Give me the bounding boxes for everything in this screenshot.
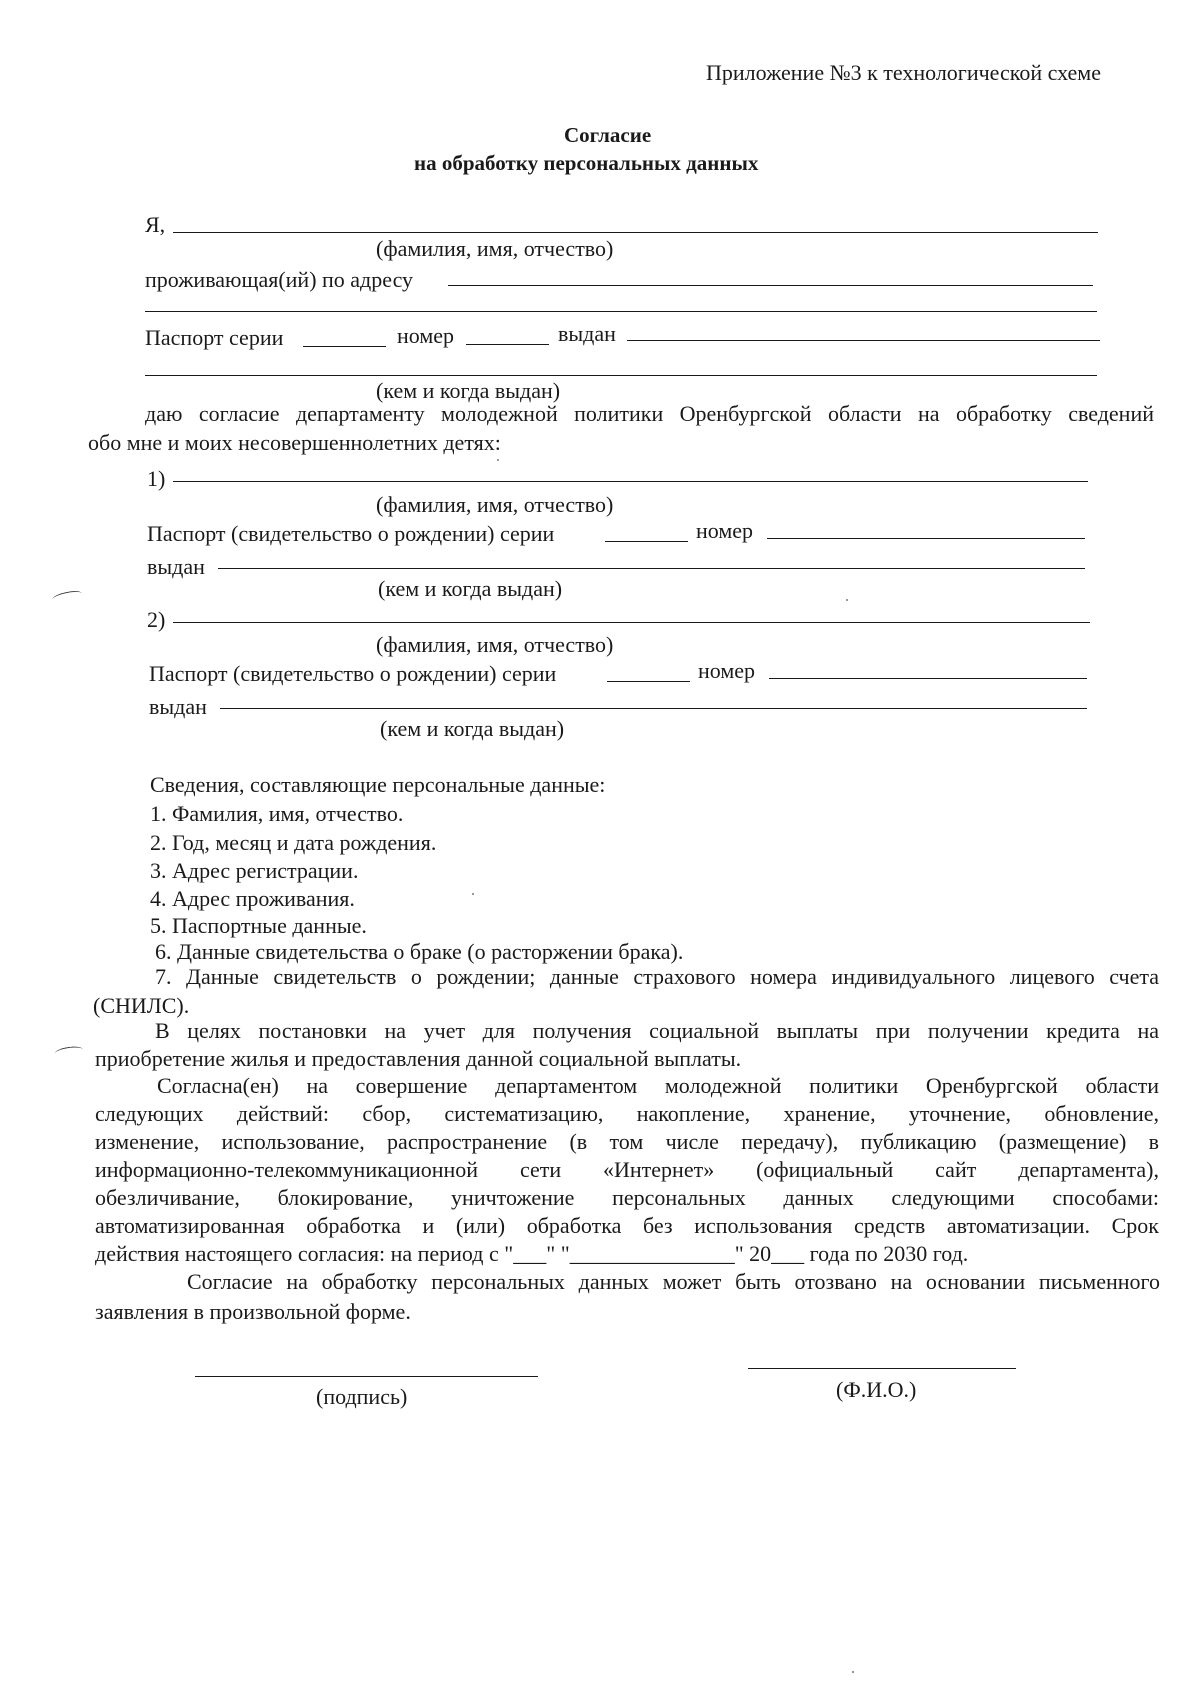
personal-data-item-1: 1. Фамилия, имя, отчество. <box>150 801 404 826</box>
personal-data-item-5: 5. Паспортные данные. <box>150 913 367 938</box>
scan-speck <box>846 599 848 601</box>
scan-speck <box>852 1671 854 1673</box>
scan-speck <box>472 893 474 895</box>
passport-issued-field-2[interactable] <box>145 375 1097 376</box>
child2-number-field[interactable] <box>769 678 1087 679</box>
agreement-line-2: следующих действий: сбор, систематизацию, накопление, хранение, уточнение, обновление, <box>95 1101 1159 1126</box>
appendix-note: Приложение №3 к технологической схеме <box>706 60 1101 85</box>
personal-data-item-3: 3. Адрес регистрации. <box>150 858 359 883</box>
fio-signature-line[interactable] <box>748 1368 1016 1369</box>
agreement-line-4: информационно-телекоммуникационной сети «Интернет» (официальный сайт департамента), <box>95 1157 1159 1182</box>
personal-data-item-2: 2. Год, месяц и дата рождения. <box>150 830 437 855</box>
personal-data-item-7: 7. Данные свидетельств о рождении; данные страхового номера индивидуального лицевого счета <box>155 964 1159 989</box>
signature-line[interactable] <box>195 1376 538 1377</box>
passport-issued-caption: (кем и когда выдан) <box>376 378 561 403</box>
personal-data-heading: Сведения, составляющие персональные данные: <box>150 772 606 797</box>
agreement-line-6: автоматизированная обработка и (или) обработка без использования средств автоматизации. Срок <box>95 1213 1159 1238</box>
agreement-line-3: изменение, использование, распространение (в том числе передачу), публикацию (размещение) в <box>95 1129 1159 1154</box>
personal-data-item-4: 4. Адрес проживания. <box>150 886 355 911</box>
child2-issued-caption: (кем и когда выдан) <box>380 716 565 741</box>
child2-fio-caption: (фамилия, имя, отчество) <box>376 632 614 657</box>
personal-data-item-6: 6. Данные свидетельства о браке (о расторжении брака). <box>155 939 684 964</box>
passport-issued-field[interactable] <box>627 340 1100 341</box>
document-title: Согласие <box>564 123 652 147</box>
child2-issued-field[interactable] <box>220 708 1087 709</box>
margin-mark <box>51 589 82 604</box>
child2-fio-field[interactable] <box>173 622 1090 623</box>
child1-number-field[interactable] <box>767 538 1085 539</box>
purpose-line1: В целях постановки на учет для получения социальной выплаты при получении кредита на <box>155 1018 1159 1043</box>
child2-doc-label: Паспорт (свидетельство о рождении) серии <box>149 661 557 686</box>
child1-number: 1) <box>147 466 166 491</box>
passport-series-label: Паспорт серии <box>145 325 284 350</box>
passport-series-field[interactable] <box>303 346 386 347</box>
fio-signature-caption: (Ф.И.О.) <box>836 1377 917 1402</box>
consent-intro-line1: даю согласие департаменту молодежной политики Оренбургской области на обработку сведений <box>145 401 1154 426</box>
applicant-fio-caption: (фамилия, имя, отчество) <box>376 236 614 261</box>
revocation-line2: заявления в произвольной форме. <box>95 1299 411 1324</box>
child2-issued-label: выдан <box>149 694 207 719</box>
purpose-line2: приобретение жилья и предоставления данной социальной выплаты. <box>95 1046 742 1071</box>
child1-issued-field[interactable] <box>218 568 1085 569</box>
margin-mark <box>55 1045 84 1058</box>
passport-number-field[interactable] <box>466 344 549 345</box>
applicant-fio-field[interactable] <box>173 232 1098 233</box>
scan-speck <box>497 459 499 461</box>
child2-number: 2) <box>147 607 166 632</box>
applicant-address-field-2[interactable] <box>145 311 1097 312</box>
child1-fio-field[interactable] <box>173 481 1088 482</box>
child1-issued-label: выдан <box>147 554 205 579</box>
child2-series-field[interactable] <box>607 681 690 682</box>
signature-caption: (подпись) <box>316 1384 408 1409</box>
agreement-line-5: обезличивание, блокирование, уничтожение персональных данных следующими способами: <box>95 1185 1159 1210</box>
child1-issued-caption: (кем и когда выдан) <box>378 576 563 601</box>
passport-number-label: номер <box>397 323 455 348</box>
child1-fio-caption: (фамилия, имя, отчество) <box>376 492 614 517</box>
passport-issued-label: выдан <box>558 321 616 346</box>
applicant-prefix: Я, <box>145 212 166 237</box>
document-subtitle: на обработку персональных данных <box>414 151 759 175</box>
applicant-address-label: проживающая(ий) по адресу <box>145 267 414 292</box>
child1-doc-label: Паспорт (свидетельство о рождении) серии <box>147 521 555 546</box>
child2-number-label: номер <box>698 658 756 683</box>
child1-series-field[interactable] <box>605 541 688 542</box>
agreement-term-line: действия настоящего согласия: на период с "___" "_______________" 20___ года по 2030 год. <box>95 1241 969 1266</box>
child1-number-label: номер <box>696 518 754 543</box>
personal-data-item-7-cont: (СНИЛС). <box>93 993 190 1018</box>
revocation-line1: Согласие на обработку персональных данных может быть отозвано на основании письменного <box>187 1269 1160 1294</box>
agreement-line-1: Согласна(ен) на совершение департаментом молодежной политики Оренбургской области <box>157 1073 1159 1098</box>
applicant-address-field[interactable] <box>448 285 1093 286</box>
consent-intro-line2: обо мне и моих несовершеннолетних детях: <box>88 430 501 455</box>
